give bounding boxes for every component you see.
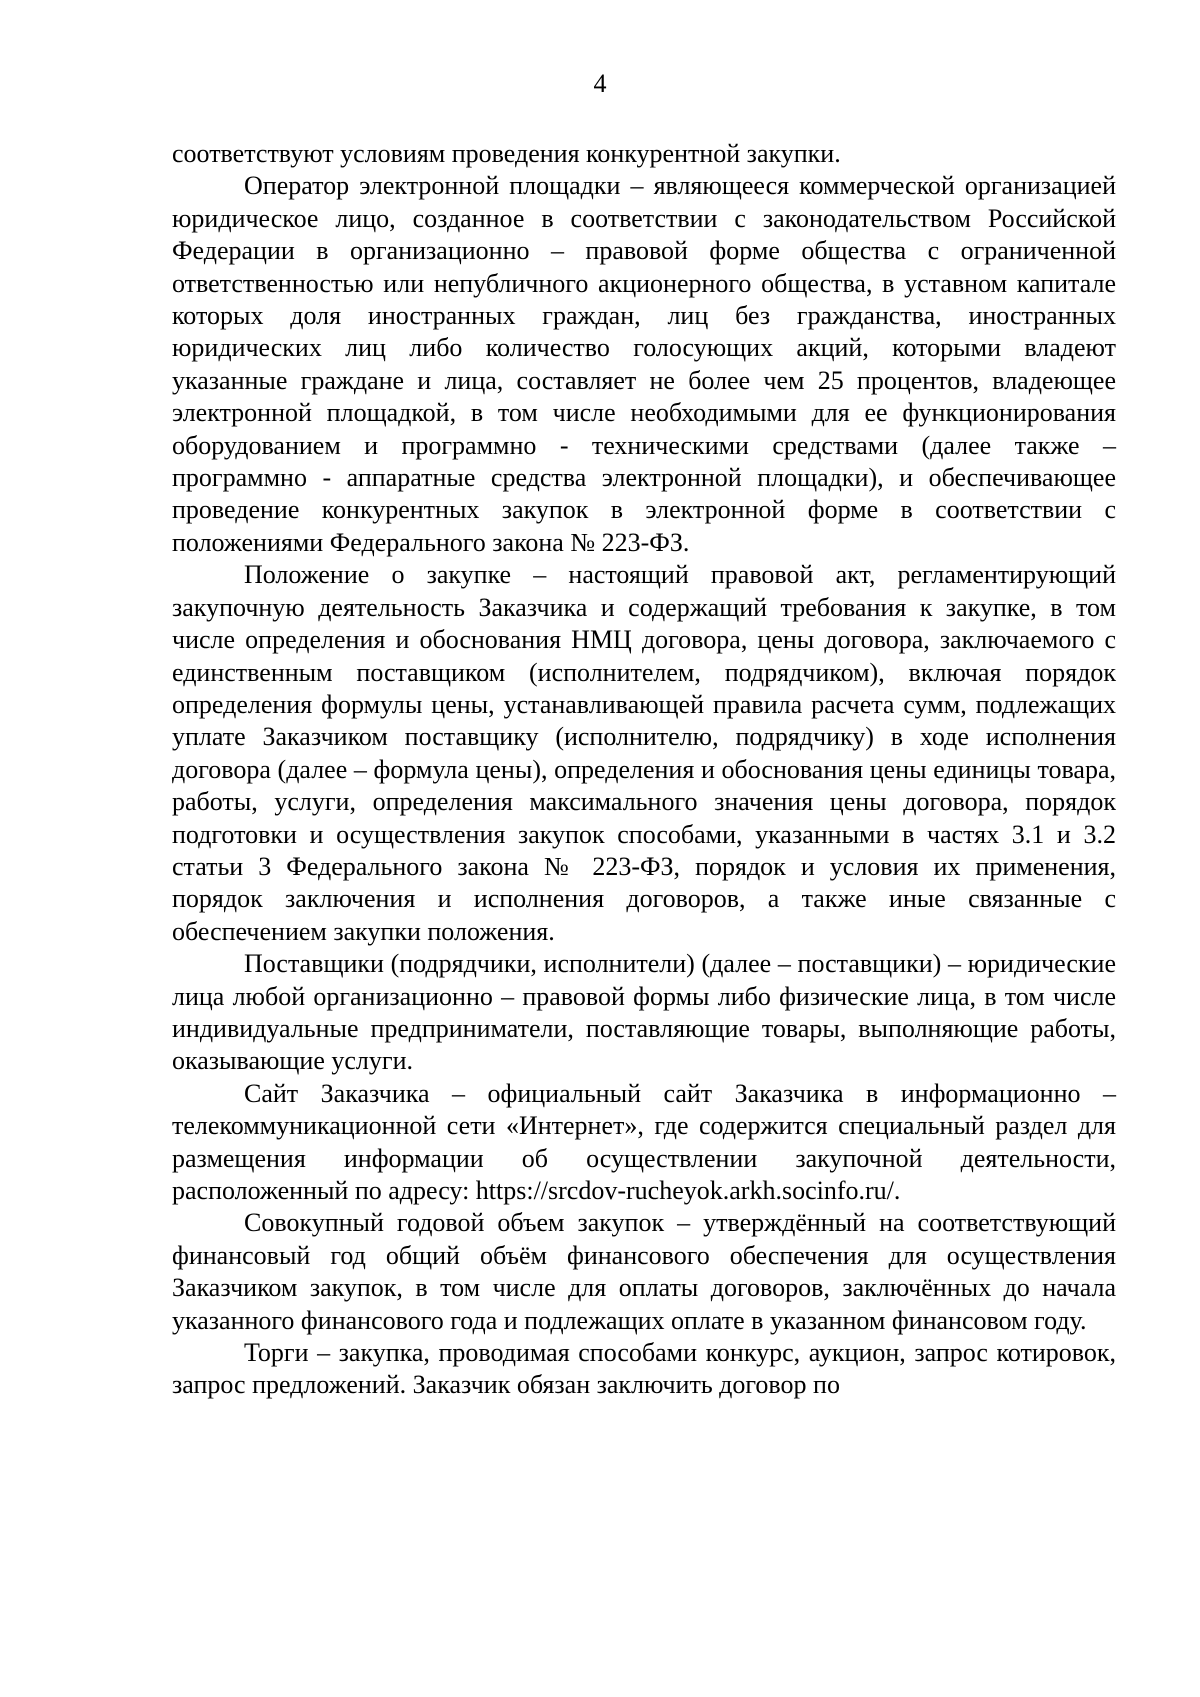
paragraph-tenders: Торги – закупка, проводимая способами конкурс, аукцион, запрос котировок, запрос предложений. Заказчик обязан заключить договор по <box>172 1338 1116 1400</box>
paragraph-continuation: соответствуют условиям проведения конкурентной закупки. <box>172 139 841 168</box>
paragraph-electronic-platform-operator: Оператор электронной площадки – являющееся коммерческой организацией юридическое лицо, созданное в соответствии с законодательством Российской Федерации в организационно – правовой форме общества с ограниченной ответственностью или непубличного акционерного общества, в уставном капитале которых доля иностранных граждан, лиц без гражданства, иностранных юридических лиц либо количество голосующих акций, которыми владеют указанные граждане и лица, составляет не более чем 25 процентов, владеющее электронной площадкой, в том числе необходимыми для ее функционирования оборудованием и программно - техническими средствами (далее также – программно - аппаратные средства электронной площадки), и обеспечивающее проведение конкурентных закупок в электронной форме в соответствии с положениями Федерального закона № 223-ФЗ. <box>172 171 1116 557</box>
paragraph-procurement-regulation: Положение о закупке – настоящий правовой акт, регламентирующий закупочную деятельность Заказчика и содержащий требования к закупке, в том числе определения и обоснования НМЦ договора, цены договора, заключаемого с единственным поставщиком (исполнителем, подрядчиком), включая порядок определения формулы цены, устанавливающей правила расчета сумм, подлежащих уплате Заказчиком поставщику (исполнителю, подрядчику) в ходе исполнения договора (далее – формула цены), определения и обоснования цены единицы товара, работы, услуги, определения максимального значения цены договора, порядок подготовки и осуществления закупок способами, указанными в частях 3.1 и 3.2 статьи 3 Федерального закона № 223-ФЗ, порядок и условия их применения, порядок заключения и исполнения договоров, а также иные связанные с обеспечением закупки положения. <box>172 560 1116 946</box>
page-number: 4 <box>593 69 607 98</box>
paragraph-annual-procurement-volume: Совокупный годовой объем закупок – утверждённый на соответствующий финансовый год общий объём финансового обеспечения для осуществления Заказчиком закупок, в том числе для оплаты договоров, заключённых до начала указанного финансового года и подлежащих оплате в указанном финансовом году. <box>172 1208 1116 1335</box>
document-body <box>172 138 1116 1402</box>
paragraph-customer-website: Сайт Заказчика – официальный сайт Заказчика в информационно – телекоммуникационной сети «Интернет», где содержится специальный раздел для размещения информации об осуществлении закупочной деятельности, расположенный по адресу: https://srcdov-rucheyok.arkh.socinfo.ru/. <box>172 1078 1116 1205</box>
paragraph-suppliers: Поставщики (подрядчики, исполнители) (далее – поставщики) – юридические лица любой организационно – правовой формы либо физические лица, в том числе индивидуальные предприниматели, поставляющие товары, выполняющие работы, оказывающие услуги. <box>172 949 1116 1076</box>
